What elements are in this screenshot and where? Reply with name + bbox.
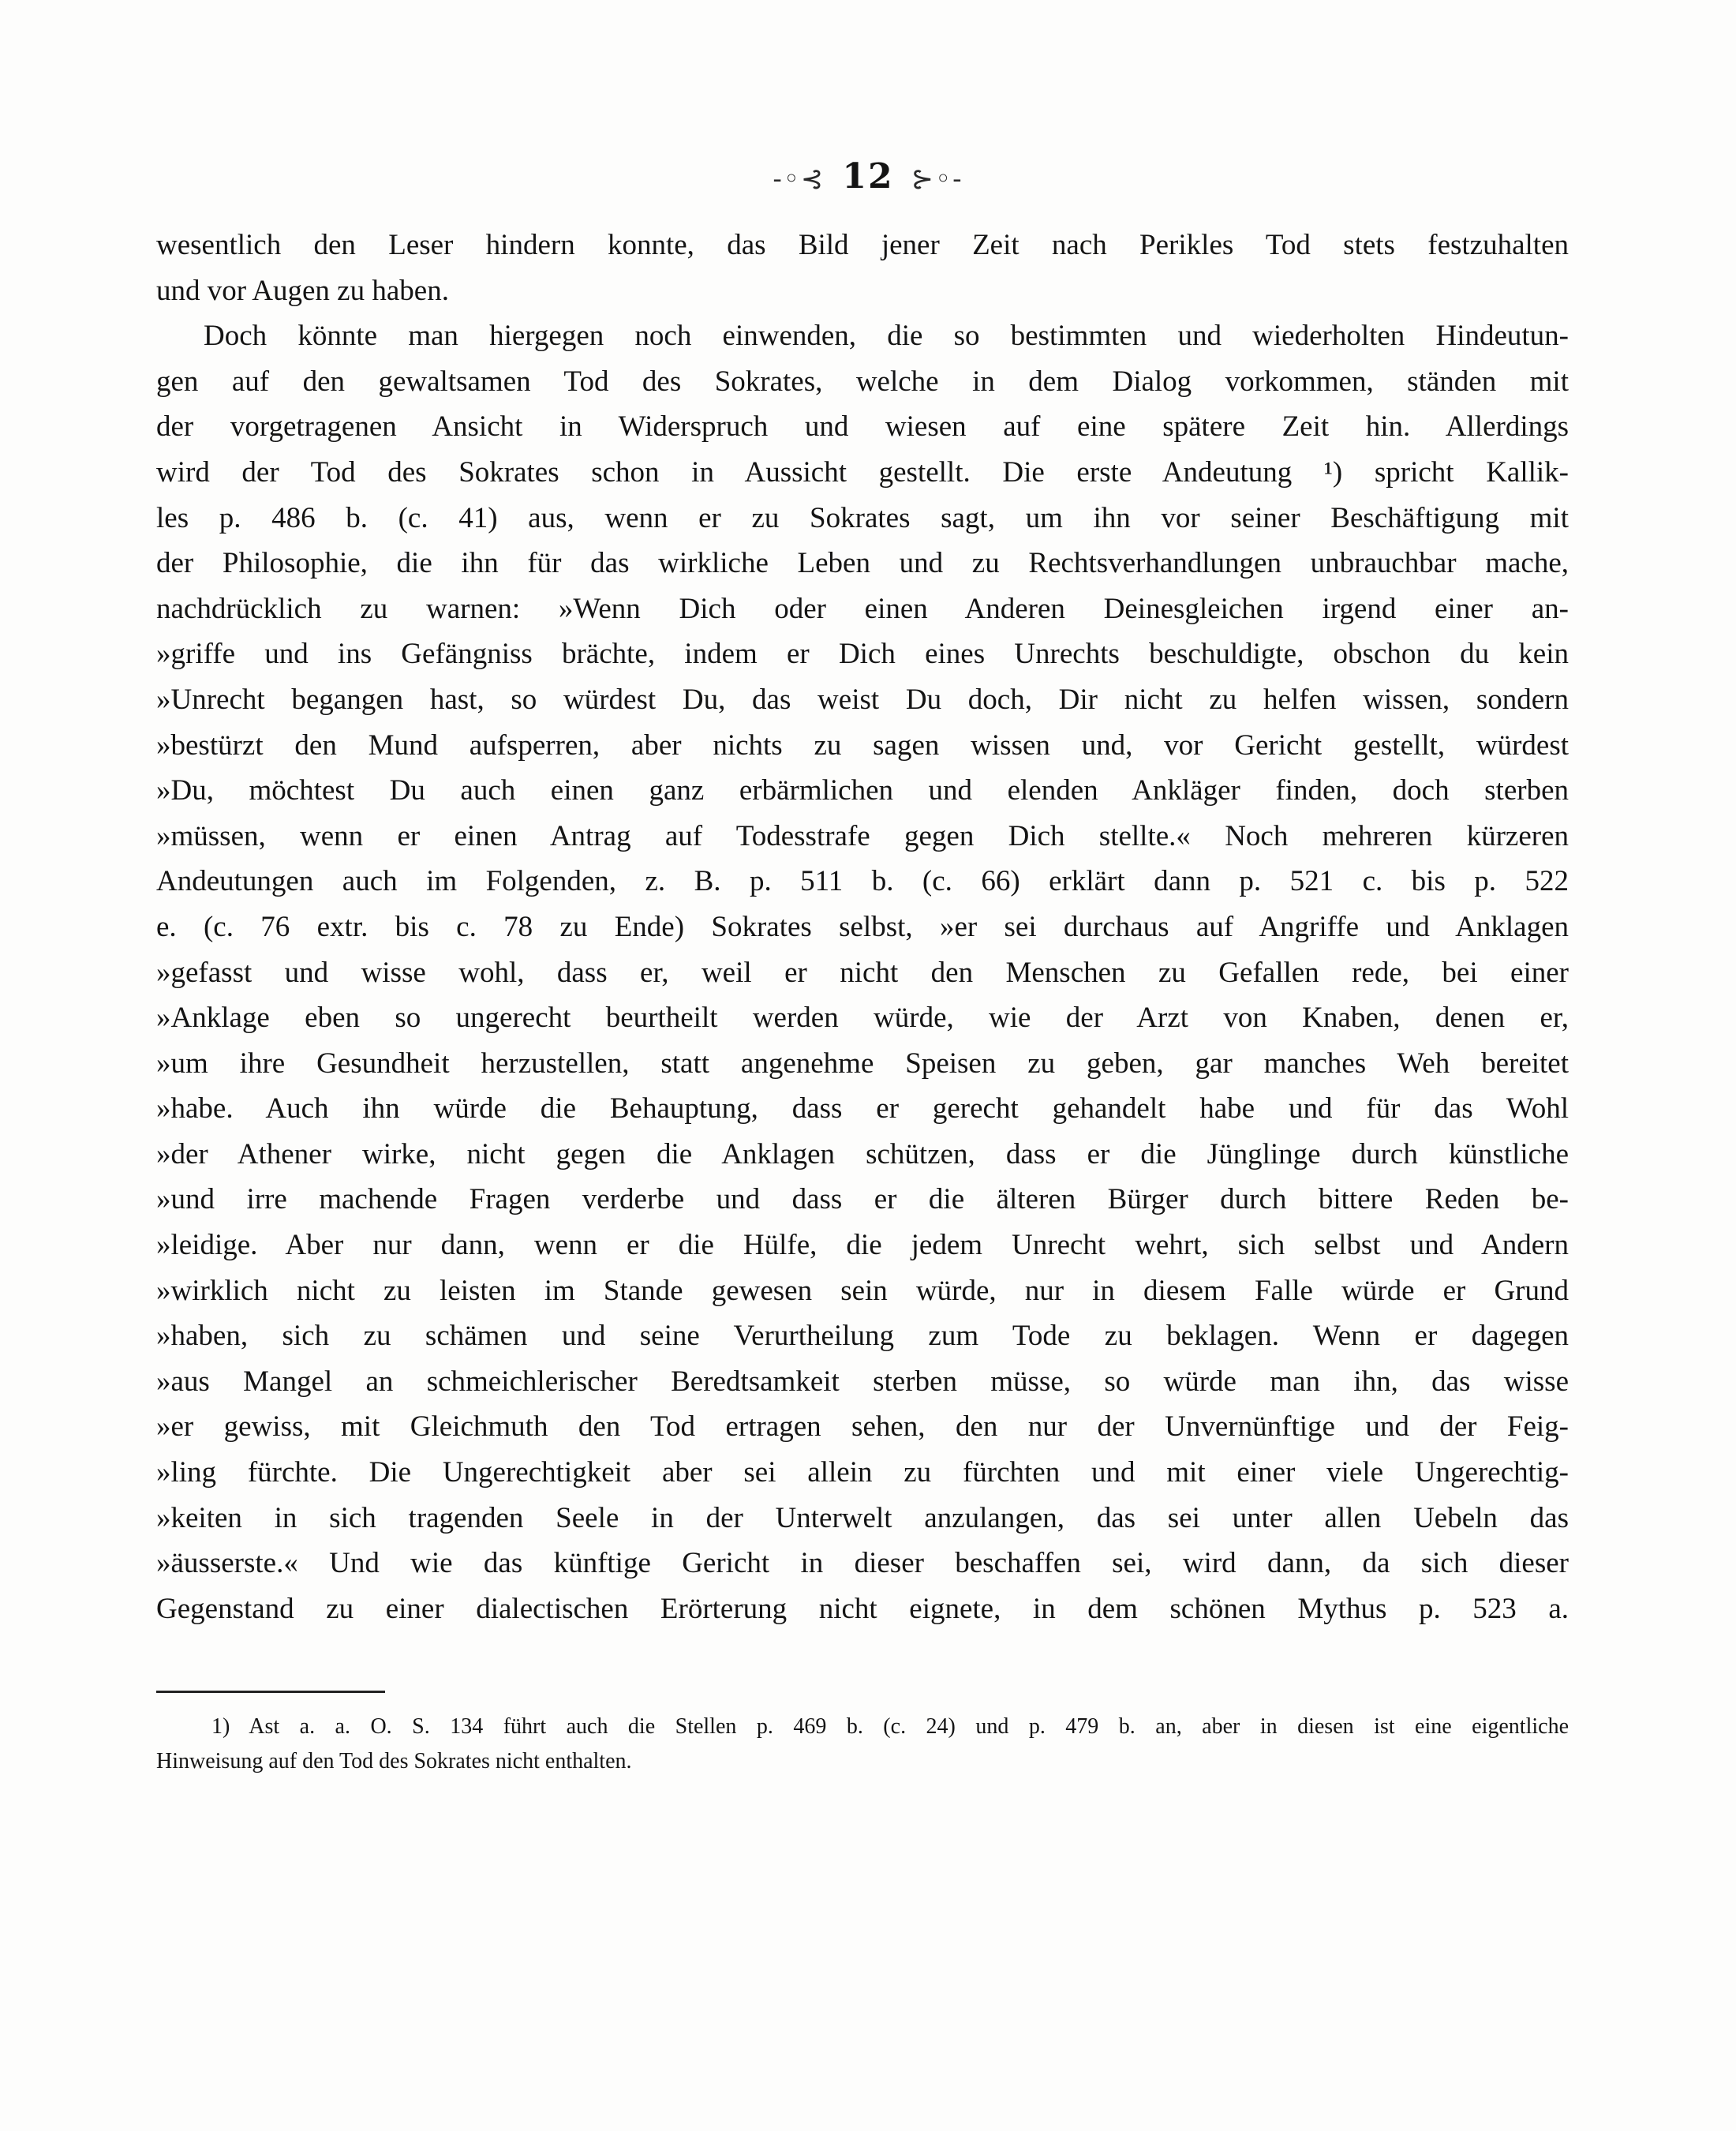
text-line: »der Athener wirke, nicht gegen die Anklagen schützen, dass er die Jünglinge durch künstliche [156,1137,1569,1170]
text-line: »keiten in sich tragenden Seele in der Unterwelt anzulangen, das sei unter allen Uebeln das [156,1501,1569,1534]
text-line: e. (c. 76 extr. bis c. 78 zu Ende) Sokrates selbst, »er sei durchaus auf Angriffe und Anklagen [156,910,1569,943]
text-line: »aus Mangel an schmeichlerischer Beredtsamkeit sterben müsse, so würde man ihn, das wisse [156,1365,1569,1398]
text-line: »ling fürchte. Die Ungerechtigkeit aber sei allein zu fürchten und mit einer viele Ungerechtig- [156,1456,1569,1489]
text-line: »griffe und ins Gefängniss brächte, indem er Dich eines Unrechts beschuldigte, obschon du kein [156,638,1569,671]
text-line: gen auf den gewaltsamen Tod des Sokrates, welche in dem Dialog vorkommen, ständen mit [156,365,1569,398]
right-ornament-icon: ⊱◦- [911,163,963,195]
text-line: »er gewiss, mit Gleichmuth den Tod ertragen sehen, den nur der Unvernünftige und der Feig- [156,1410,1569,1444]
text-line: »gefasst und wisse wohl, dass er, weil er nicht den Menschen zu Gefallen rede, bei einer [156,956,1569,989]
main-text [156,223,1569,1631]
text-line: Andeutungen auch im Folgenden, z. B. p. 511 b. (c. 66) erklärt dann p. 521 c. bis p. 522 [156,865,1569,898]
text-line: »wirklich nicht zu leisten im Stande gewesen sein würde, nur in diesem Falle würde er Grund [156,1274,1569,1307]
text-line: »um ihre Gesundheit herzustellen, statt angenehme Speisen zu geben, gar manches Weh bereitet [156,1047,1569,1080]
footnote-line: Hinweisung auf den Tod des Sokrates nicht enthalten. [156,1749,632,1773]
text-line: der vorgetragenen Ansicht in Widerspruch und wiesen auf eine spätere Zeit hin. Allerdings [156,410,1569,444]
footnotes [156,1710,1569,1779]
text-line: wesentlich den Leser hindern konnte, das Bild jener Zeit nach Perikles Tod stets festzuhalten [156,229,1569,261]
text-line: les p. 486 b. (c. 41) aus, wenn er zu Sokrates sagt, um ihn vor seiner Beschäftigung mit [156,501,1569,534]
page-number: 12 [842,156,894,197]
footnote-divider [156,1691,385,1693]
page-header [0,156,1736,197]
text-line: und vor Augen zu haben. [156,274,449,307]
text-line: »haben, sich zu schämen und seine Verurtheilung zum Tode zu beklagen. Wenn er dagegen [156,1320,1569,1353]
text-line: Doch könnte man hiergegen noch einwenden, die so bestimmten und wiederholten Hindeutun- [204,320,1569,353]
text-line: »bestürzt den Mund aufsperren, aber nichts zu sagen wissen und, vor Gericht gestellt, würdest [156,728,1569,762]
footnote-line: 1) Ast a. a. O. S. 134 führt auch die Stellen p. 469 b. (c. 24) und p. 479 b. an, aber in diesen ist eine eigentliche [211,1714,1569,1739]
left-ornament-icon: -◦⊰ [773,163,825,195]
text-line: »und irre machende Fragen verderbe und dass er die älteren Bürger durch bittere Reden be- [156,1183,1569,1216]
text-line: »Anklage eben so ungerecht beurtheilt werden würde, wie der Arzt von Knaben, denen er, [156,1002,1569,1035]
text-line: wird der Tod des Sokrates schon in Aussicht gestellt. Die erste Andeutung ¹) spricht Kallik- [156,455,1569,489]
text-line: Gegenstand zu einer dialectischen Erörterung nicht eignete, in dem schönen Mythus p. 523 a. [156,1592,1569,1625]
text-line: »leidige. Aber nur dann, wenn er die Hülfe, die jedem Unrecht wehrt, sich selbst und Andern [156,1229,1569,1262]
text-line: »habe. Auch ihn würde die Behauptung, dass er gerecht gehandelt habe und für das Wohl [156,1092,1569,1125]
text-line: der Philosophie, die ihn für das wirkliche Leben und zu Rechtsverhandlungen unbrauchbar mache, [156,547,1569,580]
text-line: nachdrücklich zu warnen: »Wenn Dich oder einen Anderen Deinesgleichen irgend einer an- [156,592,1569,625]
text-line: »müssen, wenn er einen Antrag auf Todesstrafe gegen Dich stellte.« Noch mehreren kürzeren [156,819,1569,852]
text-line: »Du, möchtest Du auch einen ganz erbärmlichen und elenden Ankläger finden, doch sterben [156,774,1569,807]
text-line: »äusserste.« Und wie das künftige Gericht in dieser beschaffen sei, wird dann, da sich dieser [156,1547,1569,1580]
text-line: »Unrecht begangen hast, so würdest Du, das weist Du doch, Dir nicht zu helfen wissen, sondern [156,683,1569,716]
